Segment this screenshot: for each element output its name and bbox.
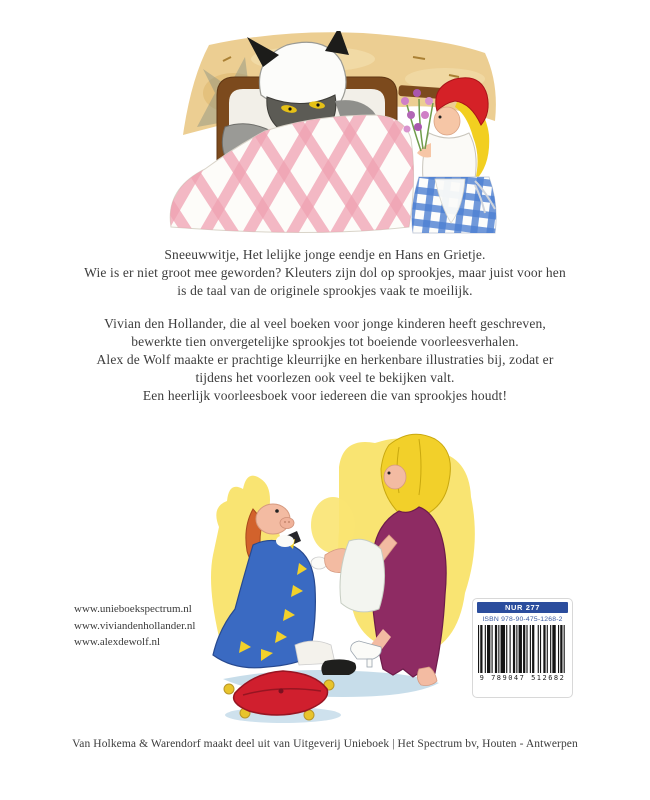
barcode-digits: 9 789047 512682 [479, 674, 566, 682]
nur-badge: NUR 277 [477, 602, 568, 613]
barcode-bars [478, 625, 567, 673]
white-apron [340, 539, 385, 612]
blurb-line: is de taal van de originele sprookjes vaak te moeilijk. [177, 283, 473, 298]
publisher-imprint: Van Holkema & Warendorf maakt deel uit van Uitgeverij Unieboek | Het Spectrum bv, Houten - Antwerpen [72, 738, 578, 750]
website-link: www.unieboekspectrum.nl [74, 603, 192, 615]
website-link: www.alexdewolf.nl [74, 636, 161, 648]
blurb-line: Alex de Wolf maakte er prachtige kleurrijke en herkenbare illustraties bij, zodat er [96, 352, 554, 367]
blurb-intro [0, 246, 650, 300]
prince-shoe [321, 659, 356, 675]
isbn-label: ISBN 978-90-475-1268-2 [482, 616, 563, 623]
blurb-line: Sneeuwwitje, Het lelijke jonge eendje en Hans en Grietje. [164, 247, 486, 262]
website-link: www.viviandenhollander.nl [74, 619, 196, 632]
blurb-line: bewerkte tien onvergetelijke sprookjes tot boeiende voorleesverhalen. [131, 334, 519, 349]
website-links [74, 601, 195, 651]
blurb-line: Vivian den Hollander, die al veel boeken voor jonge kinderen heeft geschreven, [104, 316, 546, 331]
slipper-scene-illustration [183, 423, 483, 723]
blurb-line: Een heerlijk voorleesboek voor iedereen die van sprookjes houdt! [142, 388, 508, 403]
blurb-main [0, 315, 650, 405]
barcode-sticker [472, 598, 573, 698]
blurb-line: Wie is er niet groot mee geworden? Kleuters zijn dol op sprookjes, maar juist voor hen [84, 265, 566, 280]
wolf-bed-illustration [163, 31, 498, 238]
blurb-line: tijdens het voorlezen ook veel te bekijken valt. [195, 370, 455, 385]
